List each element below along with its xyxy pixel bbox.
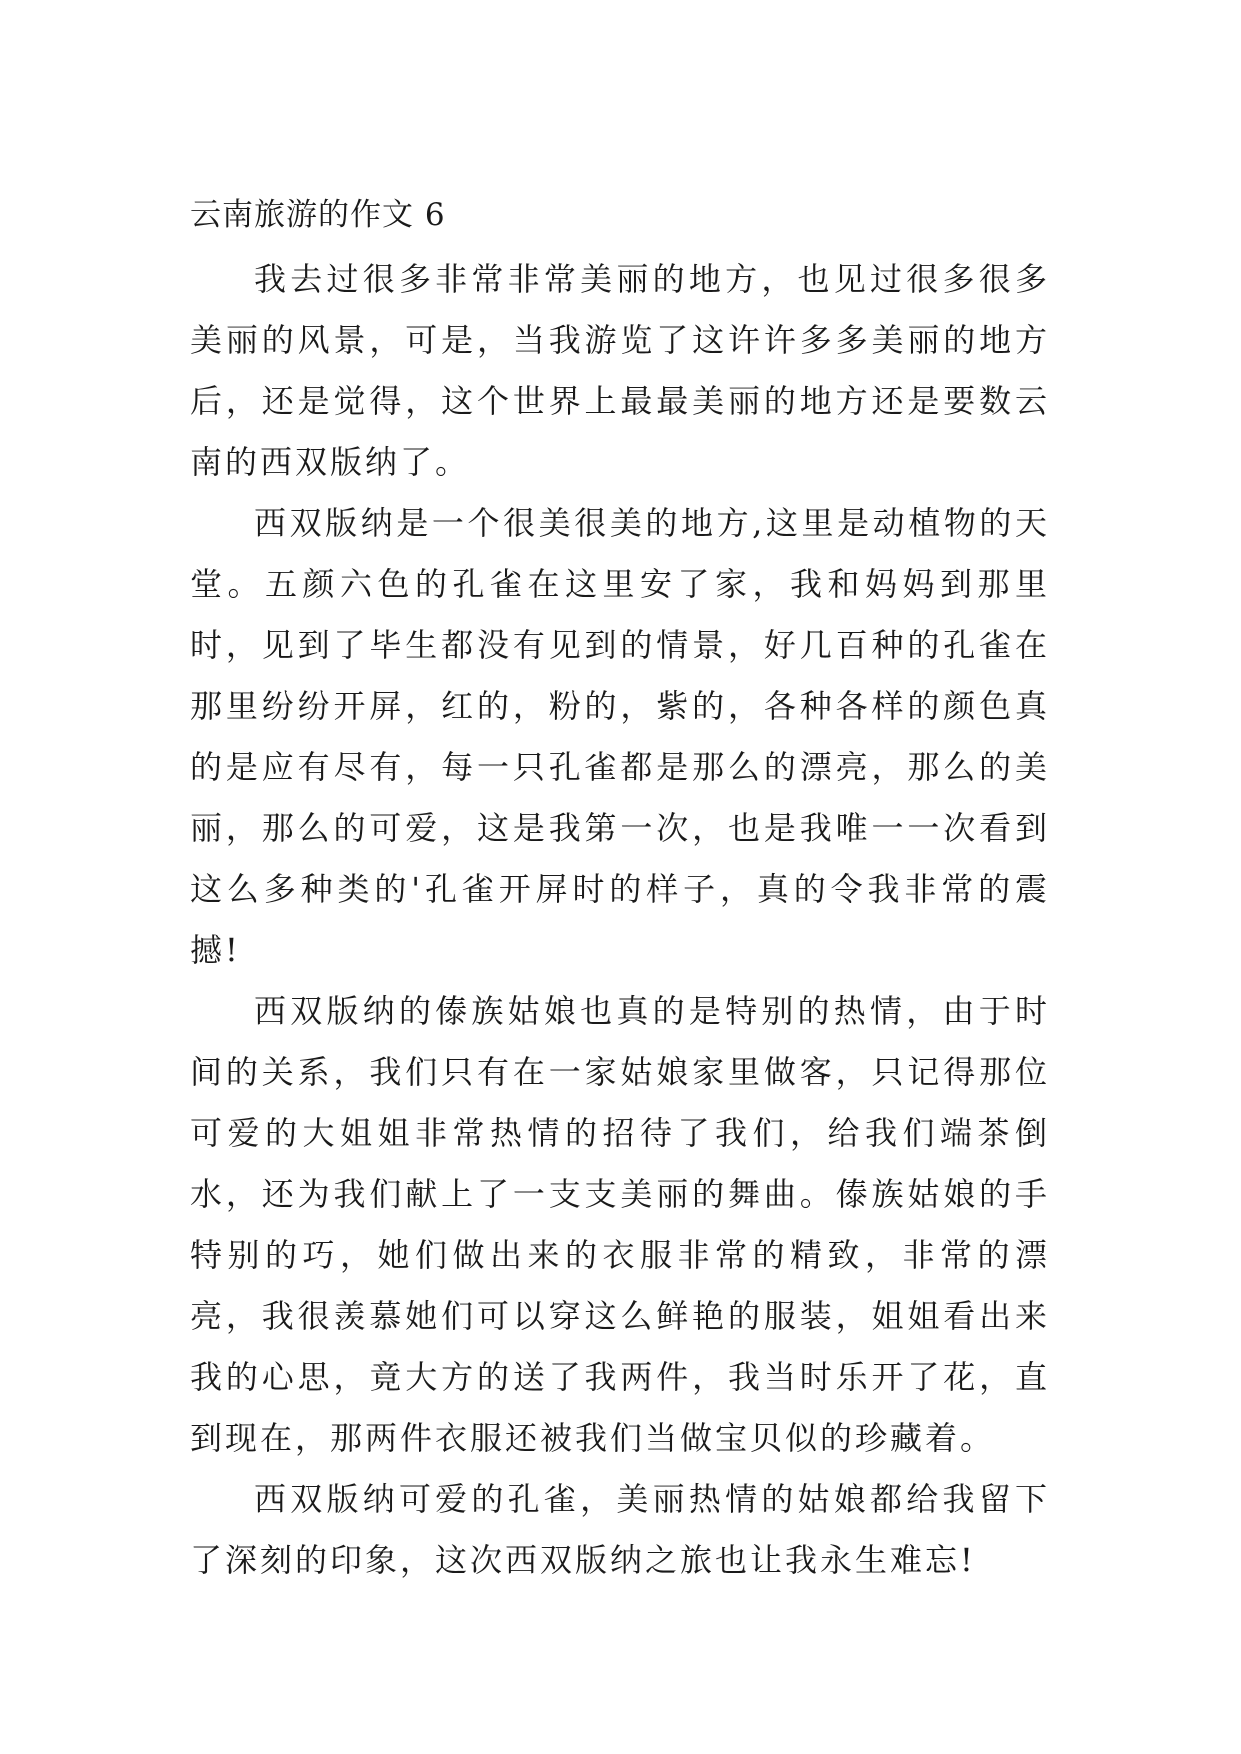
- paragraph-2: 西双版纳是一个很美很美的地方,这里是动植物的天堂。五颜六色的孔雀在这里安了家，我和妈妈到那里时，见到了毕生都没有见到的情景，好几百种的孔雀在那里纷纷开屏，红的，粉的，紫的，各种各样的颜色真的是应有尽有，每一只孔雀都是那么的漂亮，那么的美丽，那么的可爱，这是我第一次，也是我唯一一次看到这么多种类的'孔雀开屏时的样子，真的令我非常的震撼!: [190, 504, 1050, 969]
- paragraph-3: 西双版纳的傣族姑娘也真的是特别的热情，由于时间的关系，我们只有在一家姑娘家里做客，只记得那位可爱的大姐姐非常热情的招待了我们，给我们端茶倒水，还为我们献上了一支支美丽的舞曲。傣族姑娘的手特别的巧，她们做出来的衣服非常的精致，非常的漂亮，我很羡慕她们可以穿这么鲜艳的服装，姐姐看出来我的心思，竟大方的送了我两件，我当时乐开了花，直到现在，那两件衣服还被我们当做宝贝似的珍藏着。: [190, 992, 1050, 1457]
- paragraph-1: 我去过很多非常非常美丽的地方，也见过很多很多美丽的风景，可是，当我游览了这许许多多美丽的地方后，还是觉得，这个世界上最最美丽的地方还是要数云南的西双版纳了。: [190, 260, 1050, 481]
- document-title: 云南旅游的作文 6: [190, 197, 446, 233]
- document-body: [190, 195, 1050, 1591]
- paragraph-4: 西双版纳可爱的孔雀，美丽热情的姑娘都给我留下了深刻的印象，这次西双版纳之旅也让我永生难忘!: [190, 1480, 1050, 1579]
